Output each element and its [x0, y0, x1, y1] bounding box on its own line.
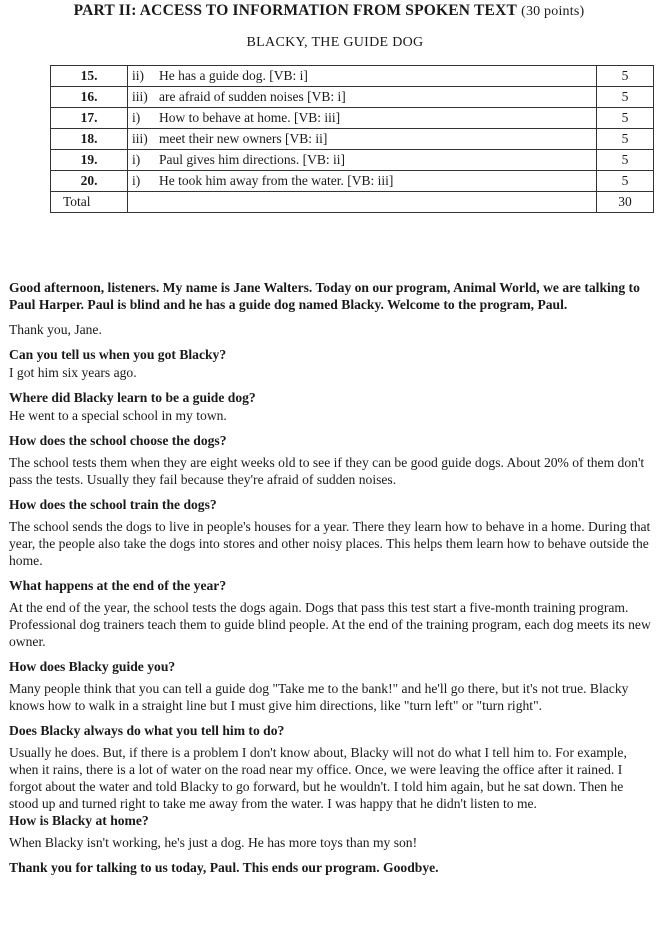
- guest-reply: Thank you, Jane.: [9, 322, 102, 337]
- host-closing: Thank you for talking to us today, Paul. This ends our program. Goodbye.: [9, 860, 439, 875]
- table-row: [51, 129, 654, 150]
- interview-question: Where did Blacky learn to be a guide dog?: [9, 390, 256, 405]
- answer-option: i): [132, 173, 141, 188]
- interview-question: What happens at the end of the year?: [9, 578, 227, 593]
- answer-cell: [128, 129, 597, 150]
- interview-question: Does Blacky always do what you tell him to do?: [9, 723, 285, 738]
- interview-answer: He went to a special school in my town.: [9, 408, 227, 423]
- points-cell: 5: [597, 66, 654, 87]
- points-cell: 5: [597, 171, 654, 192]
- question-number: 20.: [51, 171, 128, 192]
- interview-answer: Usually he does. But, if there is a problem I don't know about, Blacky will not do what I tell him to. For example, when it rains, there is a lot of water on the road near my office. Once, we were leaving the office after it rained. I forgot about the water and told Blacky to go forward, but he wouldn't. I told him again, but he sat down. Then he stood up and turned right to take me away from the water. I was happy that he didn't listen to me.: [9, 745, 627, 811]
- interview-answer: I got him six years ago.: [9, 365, 137, 380]
- answer-option: i): [132, 110, 141, 125]
- answer-option: iii): [132, 131, 148, 146]
- answer-cell: [128, 66, 597, 87]
- question-number: 17.: [51, 108, 128, 129]
- answer-option: ii): [132, 68, 144, 83]
- total-label: Total: [51, 192, 128, 213]
- answer-text: Paul gives him directions. [VB: ii]: [159, 152, 345, 167]
- answer-text: He took him away from the water. [VB: iii]: [159, 173, 394, 188]
- answer-option: i): [132, 152, 141, 167]
- interview-question: Can you tell us when you got Blacky?: [9, 347, 227, 362]
- answer-text: are afraid of sudden noises [VB: i]: [159, 89, 346, 104]
- table-row: [51, 171, 654, 192]
- points-cell: 5: [597, 150, 654, 171]
- points-label: (30 points): [521, 4, 585, 19]
- answer-cell: [128, 87, 597, 108]
- section-header: [0, 2, 658, 20]
- interview-answer: The school tests them when they are eight weeks old to see if they can be good guide dogs. About 20% of them don't pass the tests. Usually they fail because they're afraid of sudden noises.: [9, 455, 645, 487]
- story-title: BLACKY, THE GUIDE DOG: [246, 35, 424, 50]
- answer-option: iii): [132, 89, 148, 104]
- interview-transcript: [9, 279, 651, 884]
- interview-answer: The school sends the dogs to live in people's houses for a year. There they learn how to behave in a home. During that year, the people also take the dogs into stores and other noisy places. This helps them learn how to behave outside the home.: [9, 519, 651, 568]
- table-row: [51, 87, 654, 108]
- table-row: [51, 108, 654, 129]
- question-number: 18.: [51, 129, 128, 150]
- question-number: 15.: [51, 66, 128, 87]
- total-empty-cell: [128, 192, 597, 213]
- table-row: [51, 66, 654, 87]
- points-cell: 5: [597, 129, 654, 150]
- host-intro: Good afternoon, listeners. My name is Jane Walters. Today on our program, Animal World, we are talking to Paul Harper. Paul is blind and he has a guide dog named Blacky. Welcome to the program, Paul.: [9, 280, 640, 312]
- answer-cell: [128, 171, 597, 192]
- total-points: 30: [597, 192, 654, 213]
- answer-text: How to behave at home. [VB: iii]: [159, 110, 341, 125]
- interview-question: How is Blacky at home?: [9, 813, 149, 828]
- table-row: [51, 150, 654, 171]
- answer-cell: [128, 108, 597, 129]
- points-cell: 5: [597, 87, 654, 108]
- interview-answer: Many people think that you can tell a guide dog "Take me to the bank!" and he'll go there, but it's not true. Blacky knows how to walk in a straight line but I must give him directions, like "turn left" or "turn right".: [9, 681, 629, 713]
- interview-question: How does the school train the dogs?: [9, 497, 217, 512]
- question-number: 16.: [51, 87, 128, 108]
- total-row: [51, 192, 654, 213]
- interview-question: How does Blacky guide you?: [9, 659, 176, 674]
- answer-text: meet their new owners [VB: ii]: [159, 131, 328, 146]
- answer-text: He has a guide dog. [VB: i]: [159, 68, 308, 83]
- answer-cell: [128, 150, 597, 171]
- points-cell: 5: [597, 108, 654, 129]
- interview-answer: When Blacky isn't working, he's just a dog. He has more toys than my son!: [9, 835, 418, 850]
- answer-key-table: [50, 65, 654, 213]
- part-title: PART II: ACCESS TO INFORMATION FROM SPOKEN TEXT: [73, 2, 517, 19]
- question-number: 19.: [51, 150, 128, 171]
- interview-answer: At the end of the year, the school tests the dogs again. Dogs that pass this test start a five-month training program. Professional dog trainers teach them to guide blind people. At the end of the training program, each dog meets its new owner.: [9, 600, 651, 649]
- interview-question: How does the school choose the dogs?: [9, 433, 227, 448]
